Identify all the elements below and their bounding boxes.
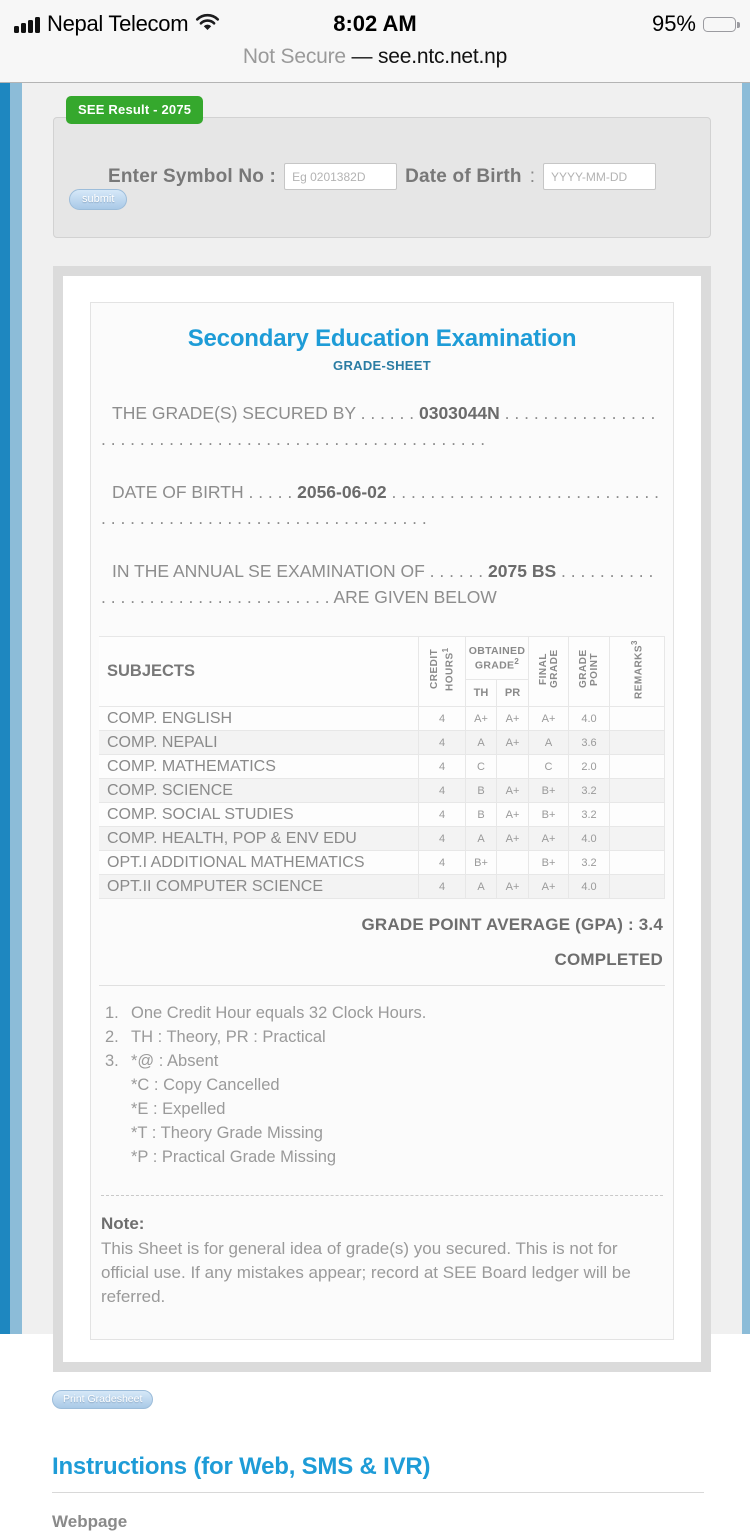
exam-year-value: 2075 BS	[488, 561, 557, 581]
credit-cell: 4	[419, 803, 466, 827]
web-content	[0, 83, 750, 1531]
subject-cell: OPT.I ADDITIONAL MATHEMATICS	[99, 851, 419, 875]
dob-line: DATE OF BIRTH . . . . . 2056-06-02 . . . . . . . . . . . . . . . . . . . . . . . . . . . . . . . . . . . . . . . . . . . . . . . . . . . . . . . . . . . . . .	[101, 482, 659, 528]
left-border-stripe-dark	[0, 83, 10, 1334]
subject-cell: COMP. MATHEMATICS	[99, 755, 419, 779]
gradesheet	[90, 302, 674, 1340]
subject-cell: COMP. SOCIAL STUDIES	[99, 803, 419, 827]
symbol-number-value: 0303044N	[418, 403, 500, 423]
grade-point-cell: 3.2	[569, 803, 610, 827]
pr-grade-cell: A+	[497, 827, 529, 851]
symbol-no-input[interactable]	[284, 163, 397, 190]
subject-cell: COMP. NEPALI	[99, 731, 419, 755]
credit-cell: 4	[419, 779, 466, 803]
table-row	[99, 731, 665, 755]
grade-point-cell: 3.2	[569, 779, 610, 803]
sheet-title: Secondary Education Examination	[187, 325, 577, 352]
remarks-cell	[610, 851, 665, 875]
th-grade-cell: A	[466, 875, 497, 899]
subject-cell: COMP. SCIENCE	[99, 779, 419, 803]
note-section	[99, 1196, 665, 1339]
table-row	[99, 851, 665, 875]
remarks-cell	[610, 731, 665, 755]
final-grade-cell: B+	[529, 779, 569, 803]
address-bar[interactable]	[0, 42, 750, 69]
header-credit-hours: CREDIT HOURS$^1$	[419, 637, 466, 707]
final-grade-cell: A+	[529, 875, 569, 899]
result-status: COMPLETED	[554, 950, 663, 969]
th-grade-cell: A	[466, 827, 497, 851]
th-grade-cell: A+	[466, 707, 497, 731]
header-th: TH	[466, 679, 497, 706]
pr-grade-cell: A+	[497, 707, 529, 731]
final-grade-cell: B+	[529, 851, 569, 875]
status-time: 8:02 AM	[333, 11, 417, 36]
pr-grade-cell: A+	[497, 779, 529, 803]
gradesheet-card	[53, 266, 711, 1372]
browser-chrome	[0, 0, 750, 83]
th-grade-cell: B	[466, 779, 497, 803]
footnote-item: 1. One Credit Hour equals 32 Clock Hours.	[105, 1004, 427, 1022]
result-form-panel	[53, 117, 711, 238]
carrier-label: Nepal Telecom	[47, 11, 189, 36]
dob-label: Date of Birth	[405, 165, 522, 187]
table-row	[99, 779, 665, 803]
th-grade-cell: B	[466, 803, 497, 827]
dob-colon: :	[529, 165, 535, 187]
left-border-stripe-light	[10, 83, 22, 1334]
grade-point-cell: 3.2	[569, 851, 610, 875]
credit-cell: 4	[419, 827, 466, 851]
footnote-item: 2. TH : Theory, PR : Practical	[105, 1028, 326, 1046]
subject-cell: OPT.II COMPUTER SCIENCE	[99, 875, 419, 899]
credit-cell: 4	[419, 707, 466, 731]
table-row	[99, 803, 665, 827]
final-grade-cell: A+	[529, 707, 569, 731]
right-border-stripe	[742, 83, 750, 1334]
header-final-grade: FINAL GRADE	[529, 637, 569, 707]
see-result-badge: SEE Result - 2075	[66, 96, 203, 124]
pr-grade-cell: A+	[497, 875, 529, 899]
final-grade-cell: B+	[529, 803, 569, 827]
subject-cell: COMP. HEALTH, POP & ENV EDU	[99, 827, 419, 851]
final-grade-cell: A	[529, 731, 569, 755]
grade-point-cell: 2.0	[569, 755, 610, 779]
table-row	[99, 827, 665, 851]
header-obtained-grade: OBTAINED GRADE$^2$	[466, 637, 529, 680]
status-bar	[0, 0, 750, 42]
remarks-cell	[610, 875, 665, 899]
battery-percent: 95%	[651, 11, 696, 36]
subject-cell: COMP. ENGLISH	[99, 707, 419, 731]
remarks-cell	[610, 707, 665, 731]
credit-cell: 4	[419, 755, 466, 779]
note-title: Note:	[101, 1214, 145, 1233]
th-grade-cell: C	[466, 755, 497, 779]
table-row	[99, 875, 665, 899]
header-pr: PR	[497, 679, 529, 706]
remarks-cell	[610, 755, 665, 779]
grade-point-cell: 4.0	[569, 707, 610, 731]
webpage-subheading: Webpage	[52, 1512, 128, 1531]
submit-button[interactable]: submit	[69, 189, 127, 210]
pr-grade-cell	[497, 755, 529, 779]
gpa-summary	[99, 899, 665, 986]
grade-point-cell: 4.0	[569, 827, 610, 851]
sheet-subtitle: GRADE-SHEET	[333, 358, 431, 373]
exam-line: IN THE ANNUAL SE EXAMINATION OF . . . . . . 2075 BS . . . . . . . . . . . . . . . . . . . . . . . . . . . . . . . . . . ARE GIVEN BELOW	[101, 561, 654, 607]
pr-grade-cell	[497, 851, 529, 875]
final-grade-cell: A+	[529, 827, 569, 851]
remarks-cell	[610, 803, 665, 827]
url-domain: see.ntc.net.np	[378, 45, 508, 68]
pr-grade-cell: A+	[497, 803, 529, 827]
symbol-no-label: Enter Symbol No :	[108, 165, 277, 187]
table-row	[99, 707, 665, 731]
final-grade-cell: C	[529, 755, 569, 779]
credit-cell: 4	[419, 875, 466, 899]
instructions-heading: Instructions (for Web, SMS & IVR)	[52, 1453, 704, 1493]
url-separator: —	[351, 45, 373, 68]
pr-grade-cell: A+	[497, 731, 529, 755]
note-text: This Sheet is for general idea of grade(s) you secured. This is not for official use. If any mistakes appear; record at SEE Board ledger will be referred.	[101, 1239, 631, 1306]
footnotes	[99, 986, 665, 1169]
credit-cell: 4	[419, 731, 466, 755]
credit-cell: 4	[419, 851, 466, 875]
print-gradesheet-button[interactable]: Print Gradesheet	[52, 1390, 153, 1409]
grades-table	[99, 636, 665, 899]
secured-by-line: THE GRADE(S) SECURED BY . . . . . . 0303044N . . . . . . . . . . . . . . . . . . . . . . . . . . . . . . . . . . . . . . . . . . . . . . . . . . . . . . . .	[101, 403, 656, 449]
remarks-cell	[610, 779, 665, 803]
battery-icon	[703, 17, 736, 32]
th-grade-cell: A	[466, 731, 497, 755]
not-secure-label: Not Secure	[242, 45, 346, 68]
gpa-value-line: GRADE POINT AVERAGE (GPA) : 3.4	[361, 915, 663, 934]
grade-point-cell: 4.0	[569, 875, 610, 899]
dob-input[interactable]	[543, 163, 656, 190]
table-row	[99, 755, 665, 779]
remarks-cell	[610, 827, 665, 851]
header-subjects: SUBJECTS	[99, 637, 419, 707]
footnote-item: 3. *@ : Absent *C : Copy Cancelled *E : Expelled *T : Theory Grade Missing *P : Practical Grade Missing	[105, 1052, 337, 1166]
header-grade-point: GRADE POINT	[569, 637, 610, 707]
th-grade-cell: B+	[466, 851, 497, 875]
dob-value: 2056-06-02	[297, 482, 387, 502]
grade-point-cell: 3.6	[569, 731, 610, 755]
page-body	[22, 83, 742, 1531]
header-remarks: REMARKS$^3$	[610, 637, 665, 707]
